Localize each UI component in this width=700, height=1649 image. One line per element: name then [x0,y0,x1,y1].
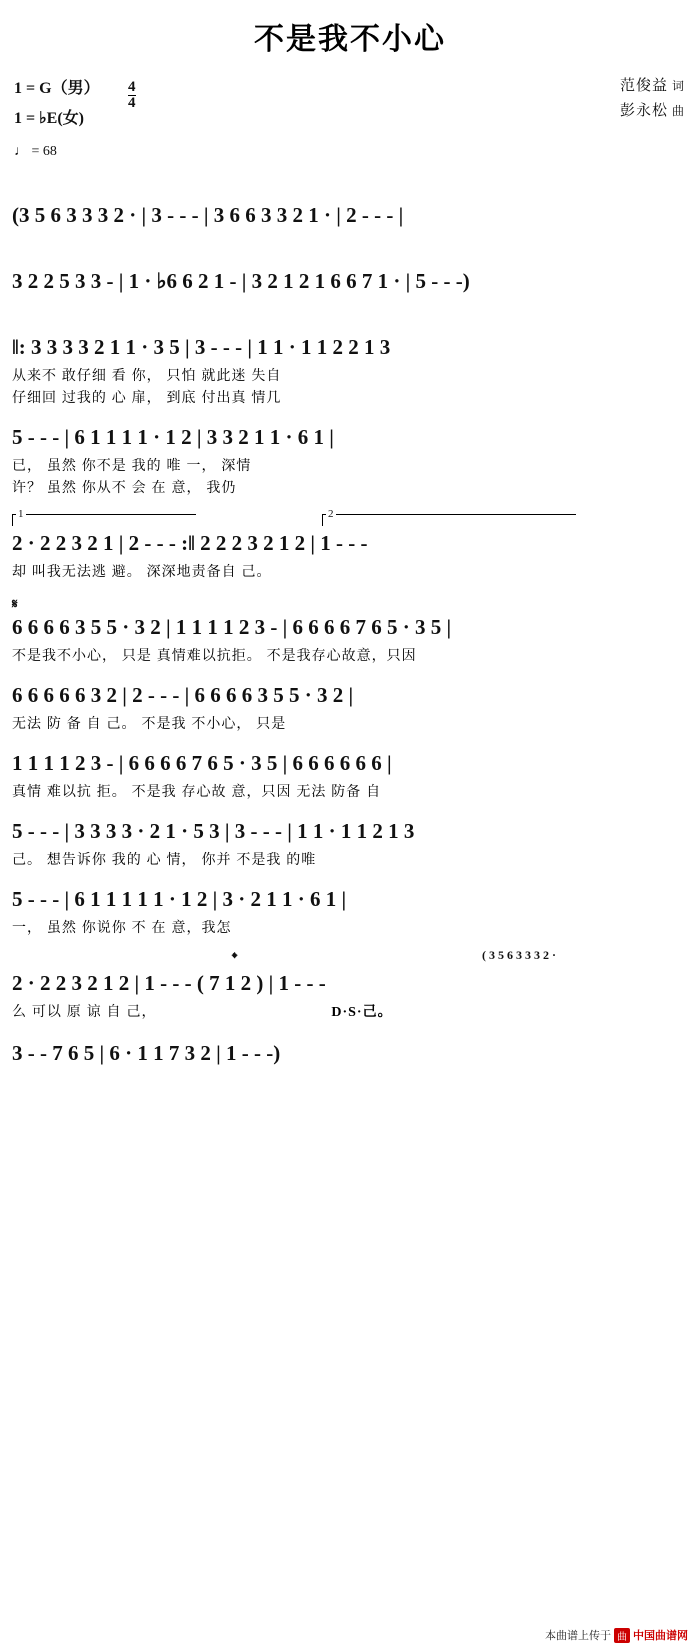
time-signature-denominator: 4 [128,95,136,111]
lyric-line-1: 无法 防 备 自 己。 不是我 不小心， 只是 [12,715,287,731]
lyric-line-1 [12,1000,688,1024]
lyricist-line [620,74,684,99]
notation-line: 2 · 2 2 3 2 1 2 | 1 - - - ( 7 1 2 ) | 1 - - - [12,971,326,995]
lyricist-role: 词 [671,79,684,93]
lyric-text: 么 可以 原 谅 自 己， [12,1003,157,1019]
notation-line: 2 · 2 2 3 2 1 | 2 - - - :‖ 2 2 2 3 2 1 2 | 1 - - - [12,531,368,555]
second-ending-bracket [322,508,576,526]
lyric-line-1: 一， 虽然 你说你 不 在 意，我怎 [12,919,232,935]
composer-name: 彭永松 [619,103,668,119]
site-name[interactable]: 中国曲谱网 [633,1630,688,1642]
music-system-chorus-2 [12,666,688,734]
ending-brackets [12,508,688,528]
key-male: 1 = G（男） [14,80,100,97]
music-system-coda-1 [12,938,688,1024]
lyric-line-2: 仔细回 过我的 心 扉， 到底 付出真 情几 [12,389,282,405]
tempo-marking: ♩ = 68 [14,144,57,159]
first-ending-bracket [12,508,196,526]
music-system-intro-1 [12,186,688,252]
lyric-line-1: 真情 难以抗 拒。 不是我 存心故 意，只因 无法 防备 自 [12,783,382,799]
lyric-line-1: 已， 虽然 你不是 我的 唯 一， 深情 [12,457,252,473]
lyric-line-1: 却 叫我无法逃 避。 深深地责备自 己。 [12,563,272,579]
music-system-chorus-3 [12,734,688,802]
notation-line: 5 - - - | 6 1 1 1 1 · 1 2 | 3 3 2 1 1 · 6 1 | [12,425,334,449]
key-signature-block [14,74,100,134]
notation-line: 5 - - - | 3 3 3 3 · 2 1 · 5 3 | 3 - - - | 1 1 · 1 1 2 1 3 [12,819,415,843]
lyric-line-1: 己。 想告诉你 我的 心 情， 你并 不是我 的唯 [12,851,317,867]
notation-line: (3 5 6 3 3 3 2 · | 3 - - - | 3 6 6 3 3 2 1 · | 2 - - - | [12,203,404,227]
music-system-verse-3 [12,498,688,582]
site-logo-icon: 曲 [614,1628,630,1643]
lyric-line-2: 许？ 虽然 你从不 会 在 意， 我仍 [12,479,237,495]
notation-line: 6 6 6 6 3 5 5 · 3 2 | 1 1 1 1 2 3 - | 6 6 6 6 7 6 5 · 3 5 | [12,615,452,639]
coda-icon: 𝄌 [232,951,238,967]
music-system-coda-2 [12,1024,688,1090]
music-system-chorus-1 [12,582,688,666]
ds-al-coda-mark: D·S·己。 [331,1005,393,1020]
notation-line: 1 1 1 1 2 3 - | 6 6 6 6 7 6 5 · 3 5 | 6 6 6 6 6 6 | [12,751,392,775]
segno-mark: 𝄋 [12,596,18,611]
lyric-line-1: 不是我不小心， 只是 真情难以抗拒。 不是我存心故意，只因 [12,647,417,663]
cue-notation: ( 3 5 6 3 3 3 2 · [482,948,556,962]
time-signature-numerator: 4 [128,79,136,95]
composer-role: 曲 [671,104,684,118]
composer-line [620,99,684,124]
music-system-verse-2 [12,408,688,498]
music-system-bridge-1 [12,802,688,870]
lyric-line-1: 从来不 敢仔细 看 你， 只怕 就此迷 失自 [12,367,282,383]
key-female: 1 = ♭E(女) [14,110,84,127]
music-system-bridge-2 [12,870,688,938]
notation-line: 5 - - - | 6 1 1 1 1 1 · 1 2 | 3 · 2 1 1 · 6 1 | [12,887,347,911]
notation-line: 3 2 2 5 3 3 - | 1 · ♭6 6 2 1 - | 3 2 1 2 1 6 6 7 1 · | 5 - - -) [12,269,470,293]
music-system-verse-1 [12,318,688,408]
lyricist-name: 范俊益 [619,78,668,94]
score-header [0,68,700,186]
coda-marks-row [12,948,688,968]
second-ending-number: 2 [328,508,334,520]
page-title: 不是我不小心 [254,23,446,56]
footer-text: 本曲谱上传于 [545,1630,611,1642]
sheet-music-page [0,14,700,1649]
credits-block [620,74,684,124]
time-signature [128,80,136,111]
footer-credit [545,1627,688,1643]
notation-line: ‖: 3 3 3 3 2 1 1 · 3 5 | 3 - - - | 1 1 · 1 1 2 2 1 3 [12,335,391,359]
notation-line: 3 - - 7 6 5 | 6 · 1 1 7 3 2 | 1 - - -) [12,1041,281,1065]
music-system-intro-2 [12,252,688,318]
notation-line: 6 6 6 6 6 3 2 | 2 - - - | 6 6 6 6 3 5 5 · 3 2 | [12,683,354,707]
first-ending-number: 1 [18,508,24,520]
